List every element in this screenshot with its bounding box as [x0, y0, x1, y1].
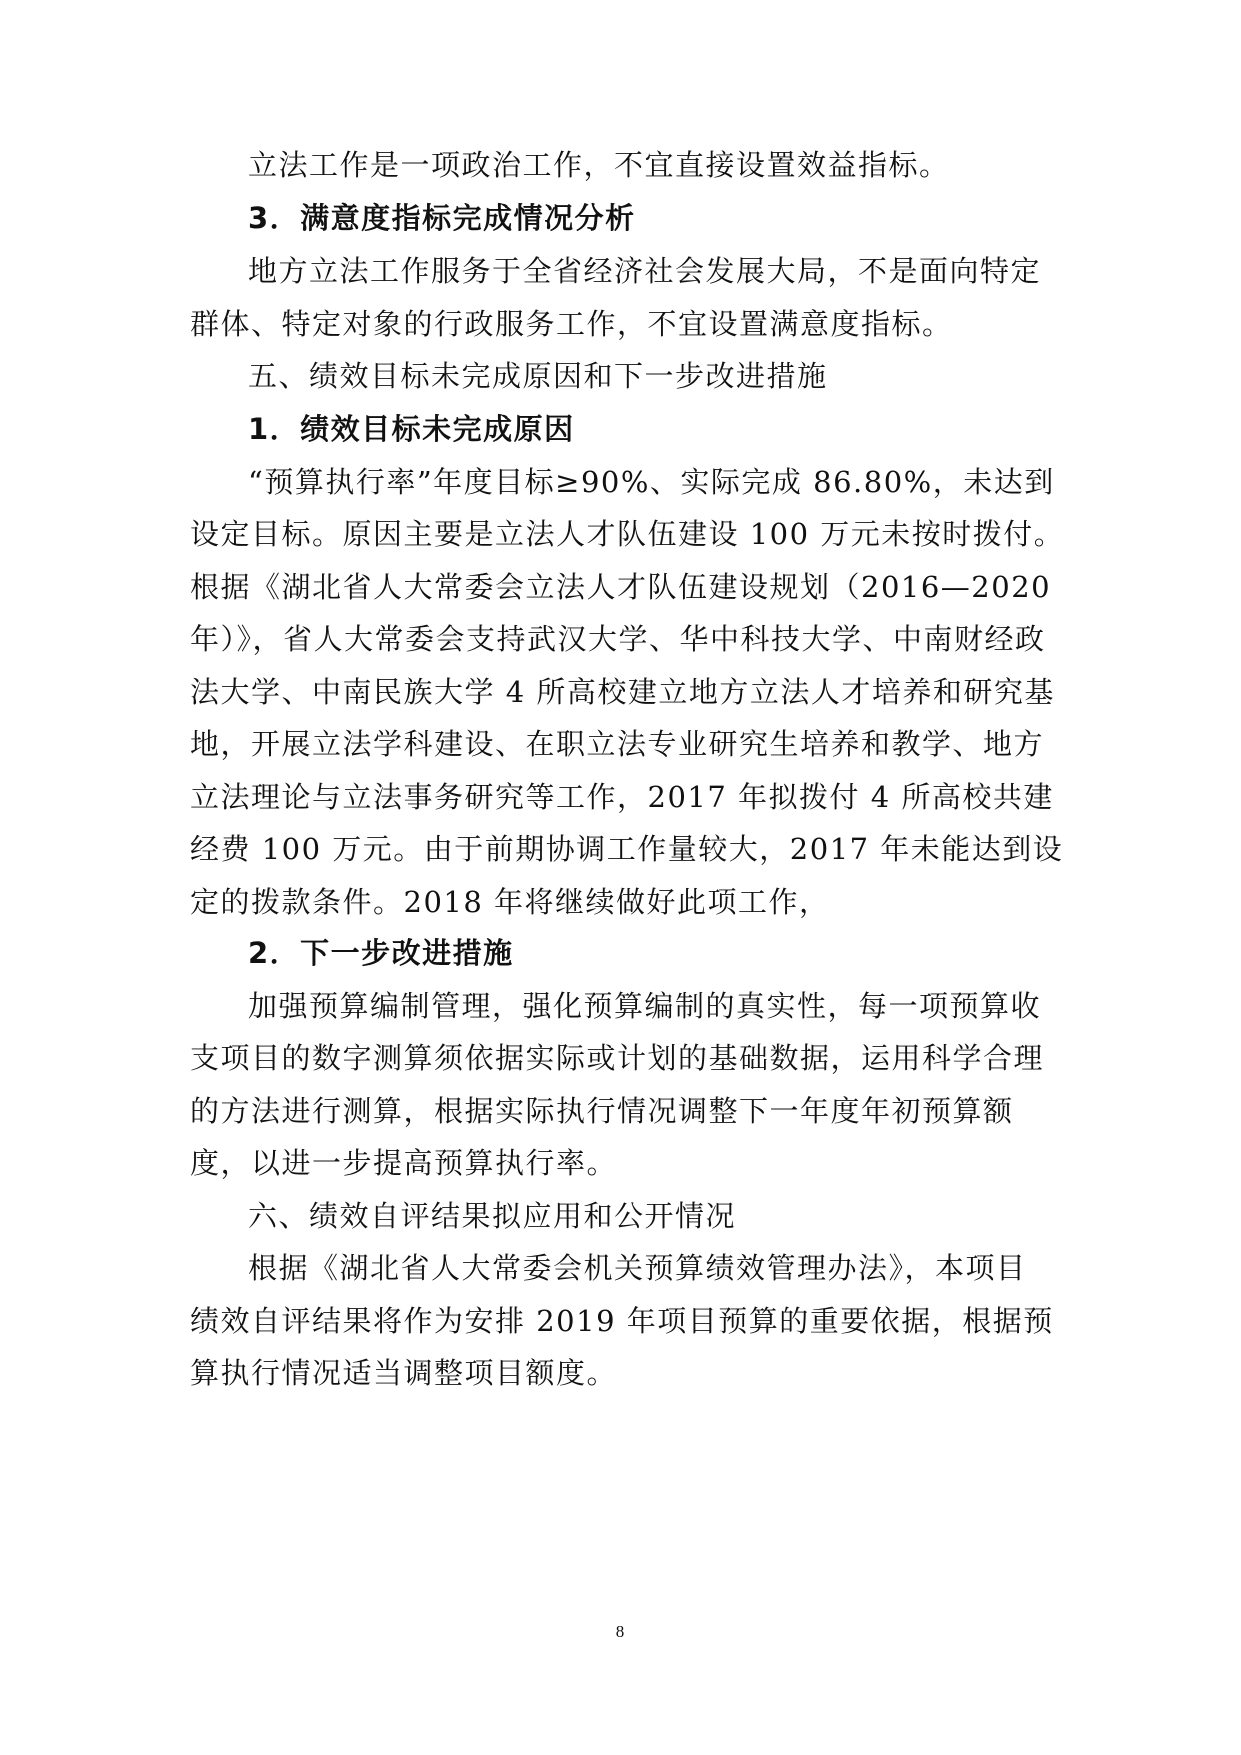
- section-heading: 3．满意度指标完成情况分析: [248, 201, 636, 235]
- section-heading: 六、绩效自评结果拟应用和公开情况: [248, 1199, 737, 1233]
- page-number: 8: [615, 1622, 625, 1641]
- section-heading: 2．下一步改进措施: [248, 936, 514, 970]
- paragraph-line: 度，以进一步提高预算执行率。: [190, 1146, 618, 1180]
- paragraph-line: 经费 100 万元。由于前期协调工作量较大，2017 年未能达到设: [190, 832, 1064, 866]
- paragraph-line: 地，开展立法学科建设、在职立法专业研究生培养和教学、地方: [190, 727, 1045, 761]
- paragraph-line: 立法理论与立法事务研究等工作，2017 年拟拨付 4 所高校共建: [190, 780, 1054, 814]
- paragraph-line: 年）》，省人大常委会支持武汉大学、华中科技大学、中南财经政: [190, 622, 1046, 656]
- paragraph-line: 设定目标。原因主要是立法人才队伍建设 100 万元未按时拨付。: [190, 517, 1065, 551]
- paragraph-line: 地方立法工作服务于全省经济社会发展大局，不是面向特定: [248, 254, 1042, 288]
- paragraph-line: 算执行情况适当调整项目额度。: [190, 1356, 618, 1390]
- paragraph-line: 的方法进行测算，根据实际执行情况调整下一年度年初预算额: [190, 1094, 1014, 1128]
- paragraph-line: 法大学、中南民族大学 4 所高校建立地方立法人才培养和研究基: [190, 675, 1055, 709]
- section-heading: 五、绩效目标未完成原因和下一步改进措施: [248, 359, 828, 393]
- section-heading: 1．绩效目标未完成原因: [248, 412, 575, 446]
- paragraph-line: 定的拨款条件。2018 年将继续做好此项工作，: [190, 885, 830, 919]
- paragraph-line: 支项目的数字测算须依据实际或计划的基础数据，运用科学合理: [190, 1041, 1045, 1075]
- paragraph-line: 群体、特定对象的行政服务工作，不宜设置满意度指标。: [190, 307, 953, 341]
- paragraph-line: 加强预算编制管理，强化预算编制的真实性，每一项预算收: [248, 989, 1042, 1023]
- paragraph-line: “预算执行率”年度目标≥90%、实际完成 86.80%，未达到: [248, 465, 1055, 499]
- paragraph-line: 立法工作是一项政治工作，不宜直接设置效益指标。: [248, 148, 950, 182]
- paragraph-line: 根据《湖北省人大常委会立法人才队伍建设规划（2016—2020: [190, 570, 1052, 604]
- paragraph-line: 根据《湖北省人大常委会机关预算绩效管理办法》，本项目: [248, 1251, 1027, 1285]
- paragraph-line: 绩效自评结果将作为安排 2019 年项目预算的重要依据，根据预: [190, 1304, 1054, 1338]
